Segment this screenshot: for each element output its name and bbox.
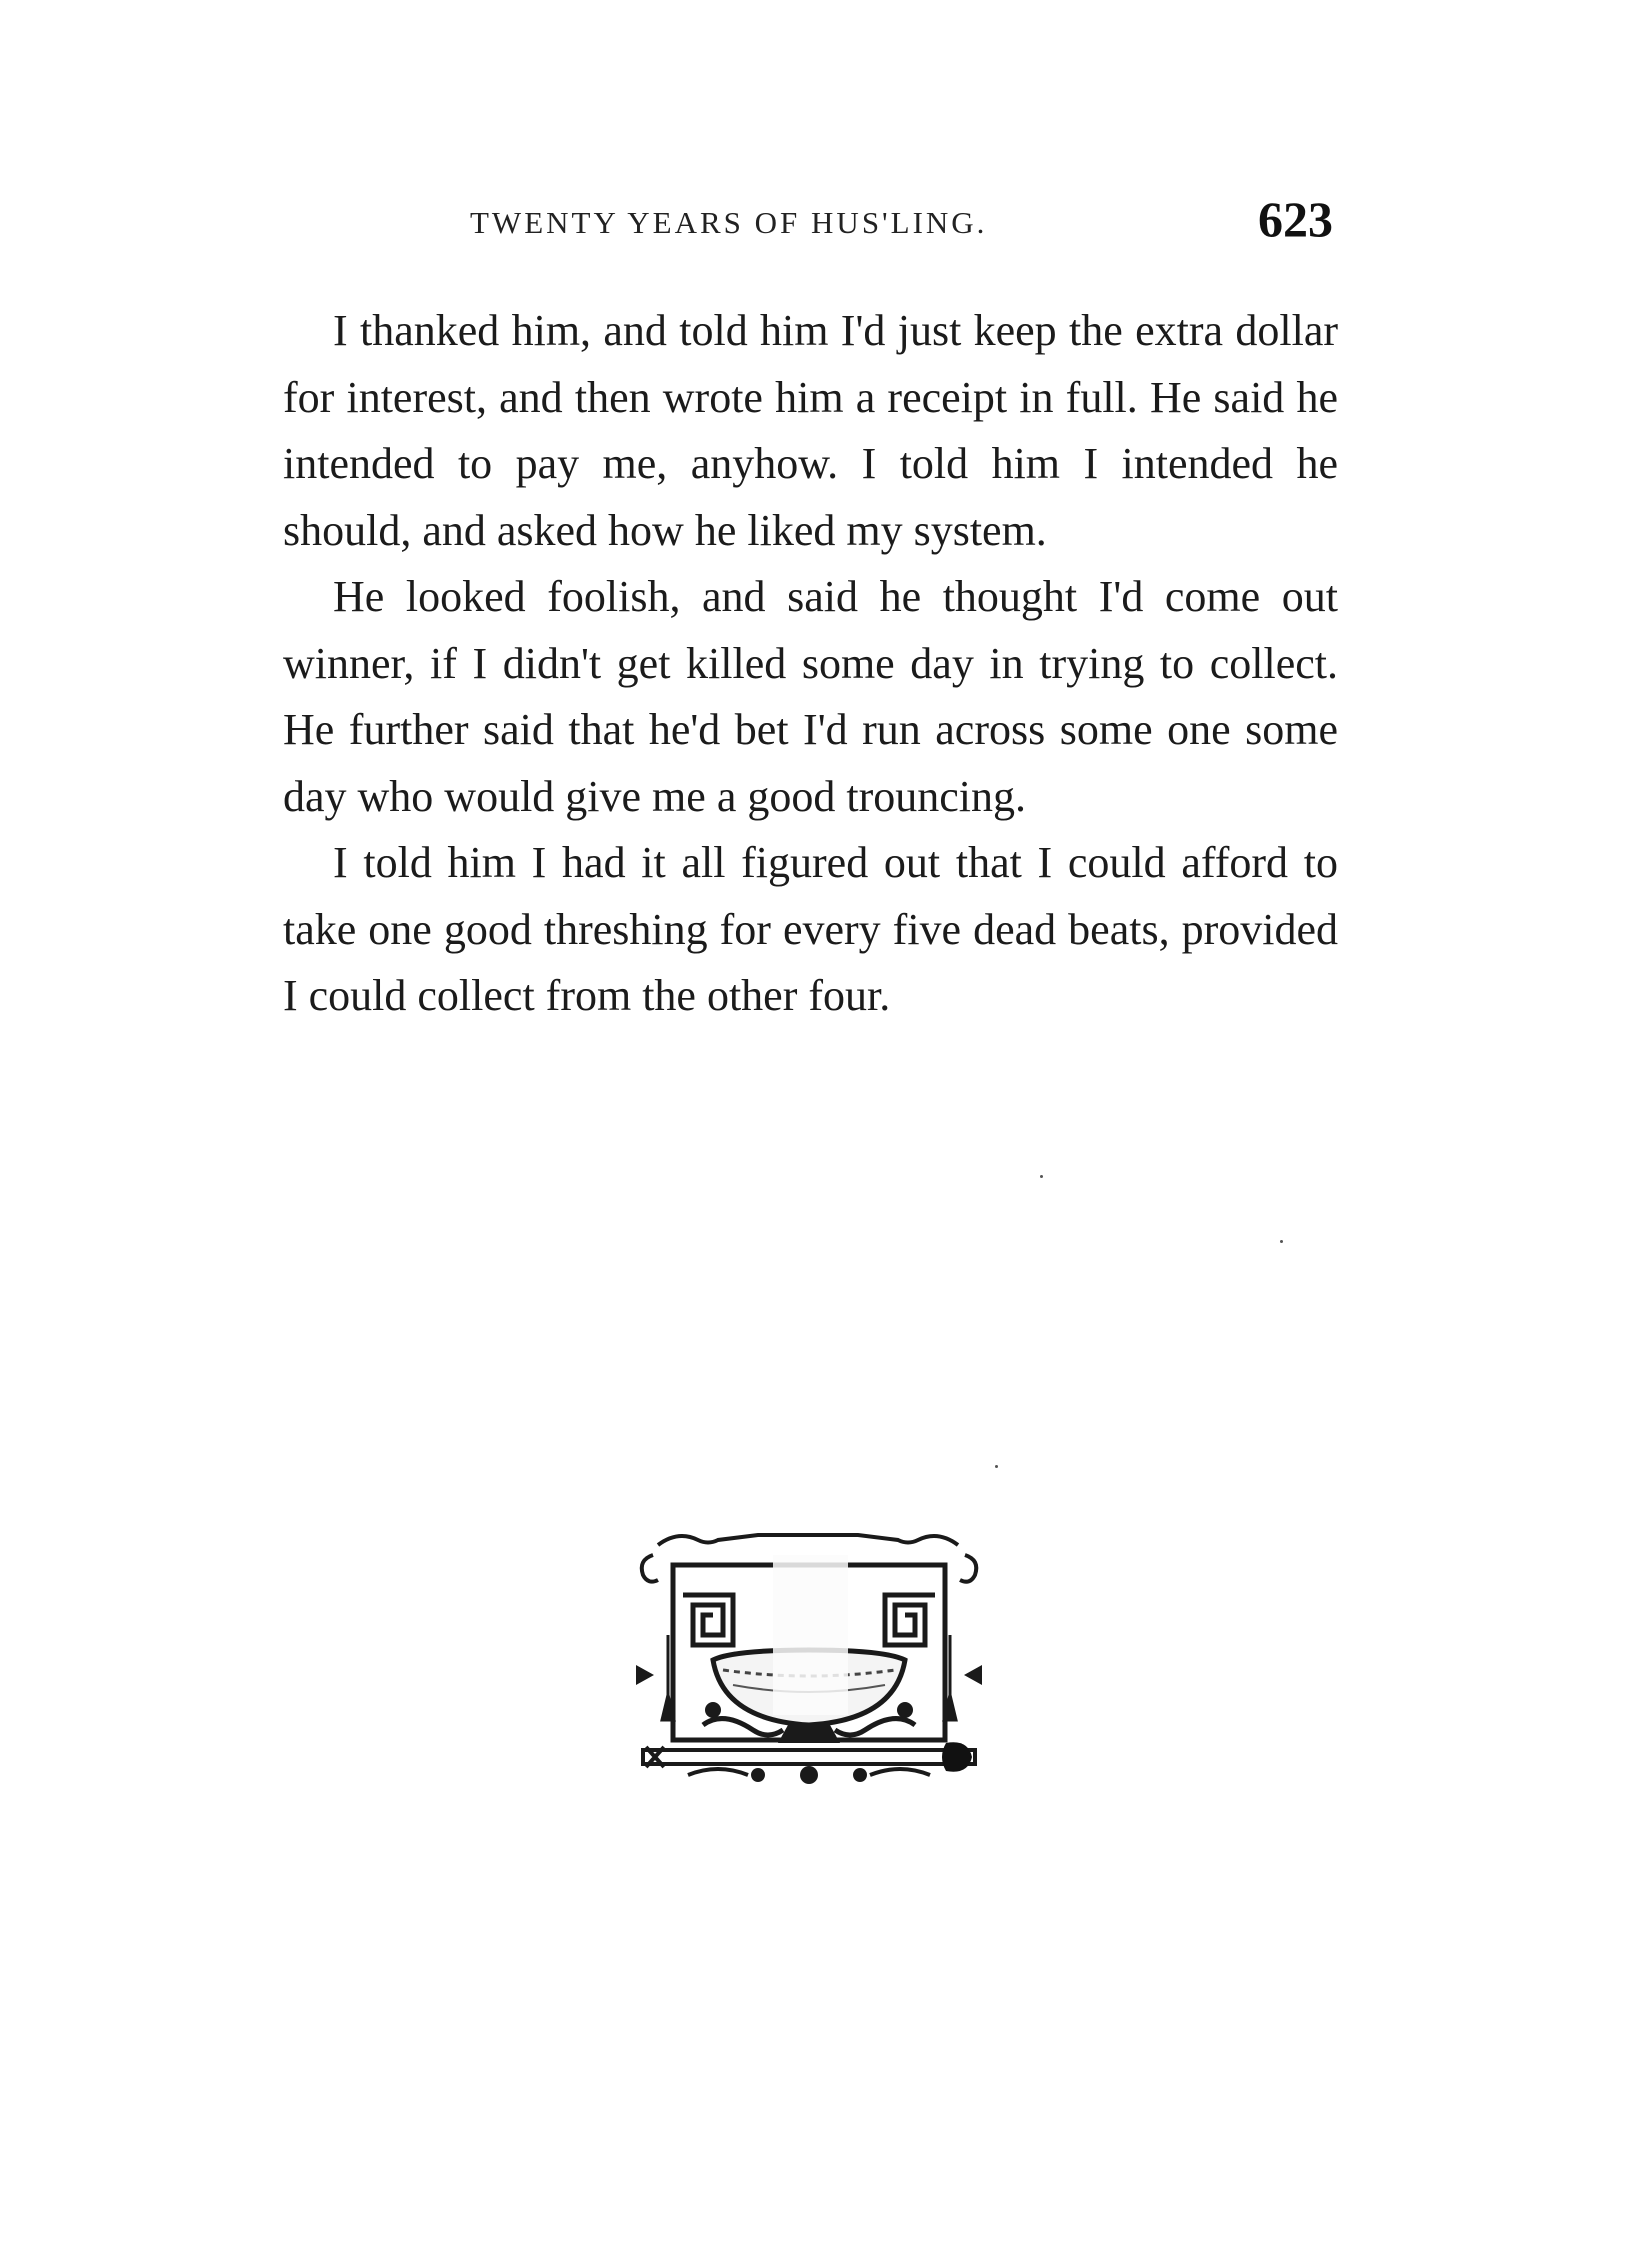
paragraph-1: I thanked him, and told him I'd just keep the extra dollar for interest, and then wrote him a receipt in full. He said he intended to pay me, anyhow. I told him I intended he should, and asked how he liked my system. — [283, 306, 1338, 555]
running-head-title: TWENTY YEARS OF HUS'LING. — [470, 205, 988, 240]
page-number: 623 — [1258, 191, 1333, 247]
scan-speck — [995, 1465, 998, 1468]
body-text — [283, 298, 1338, 1030]
scan-speck — [1280, 1240, 1283, 1243]
paragraph-3: I told him I had it all figured out that I could afford to take one good threshing for every five dead beats, provided I could collect from the other four. — [283, 838, 1338, 1020]
urn-tailpiece-ornament — [628, 1525, 990, 1790]
scan-speck — [1040, 1175, 1043, 1178]
paragraph-2: He looked foolish, and said he thought I'd come out winner, if I didn't get killed some day in trying to collect. He further said that he'd bet I'd run across some one some day who would give me a good trouncing. — [283, 572, 1338, 821]
